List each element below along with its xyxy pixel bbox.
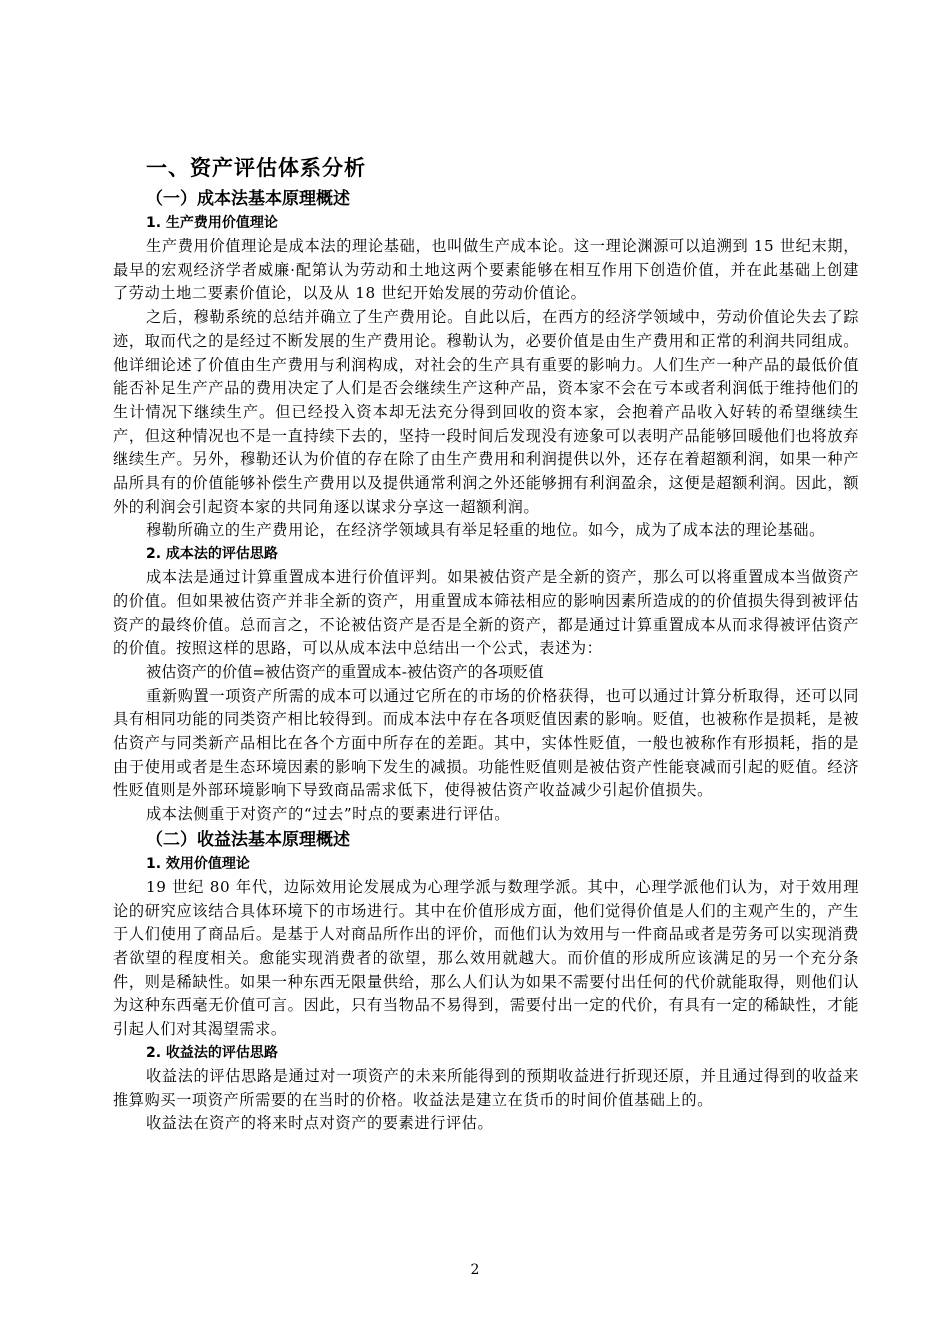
item-title-production-cost-theory: 1. 生产费用价值理论	[146, 215, 278, 231]
paragraph: 19 世纪 80 年代，边际效用论发展成为心理学派与数理学派。其中，心理学派他们认为，对于效用理论的研究应该结合具体环境下的市场进行。其中在价值形成方面，他们觉得价值是人们的主观产生的，产生于人们使用了商品后。是基于人对商品所作出的评价，而他们认为效用与一件商品或者是劳务可以实现消费者欲望的程度相关。愈能实现消费者的欲望，那么效用就越大。而价值的形成所应该满足的另一个充分条件，则是稀缺性。如果一种东西无限量供给，那么人们认为如果不需要付出任何的代价就能取得，则他们认为这种东西毫无价值可言。因此，只有当物品不易得到，需要付出一定的代价，有具有一定的稀缺性，才能引起人们对其渴望需求。	[113, 877, 859, 1039]
paragraph: 成本法侧重于对资产的“过去”时点的要素进行评估。	[146, 805, 511, 824]
item-title-utility-value-theory: 1. 效用价值理论	[146, 855, 250, 872]
paragraph: 生产费用价值理论是成本法的理论基础，也叫做生产成本论。这一理论渊源可以追溯到 15 世纪末期，最早的宏观经济学者威廉·配第认为劳动和土地这两个要素能够在相互作用下创造价值，并在此基础上创建了劳动土地二要素价值论，以及从 18 世纪开始发展的劳动价值论。	[113, 237, 859, 303]
page-number: 2	[470, 1262, 480, 1278]
item-title-cost-method-approach: 2. 成本法的评估思路	[146, 546, 278, 563]
subsection-title-income-method: （二）收益法基本原理概述	[146, 829, 350, 850]
paragraph: 之后，穆勒系统的总结并确立了生产费用论。自此以后，在西方的经济学领域中，劳动价值论失去了踪迹，取而代之的是经过不断发展的生产费用论。穆勒认为，必要价值是由生产费用和正常的利润共同组成。他详细论述了价值由生产费用与利润构成，对社会的生产具有重要的影响力。人们生产一种产品的最低价值能否补足生产产品的费用决定了人们是否会继续生产这种产品，资本家不会在亏本或者利润低于维持他们的生计情况下继续生产。但已经投入资本却无法充分得到回收的资本家，会抱着产品收入好转的希望继续生产，但这种情况也不是一直持续下去的，坚持一段时间后发现没有迹象可以表明产品能够回暖他们也将放弃继续生产。另外，穆勒还认为价值的存在除了由生产费用和利润提供以外，还存在着超额利润，如果一种产品所具有的价值能够补偿生产费用以及提供通常利润之外还能够拥有利润盈余，这便是超额利润。因此，额外的利润会引起资本家的共同角逐以谋求分享这一超额利润。	[113, 308, 859, 516]
paragraph: 收益法在资产的将来时点对资产的要素进行评估。	[146, 1114, 494, 1133]
section-title: 一、资产评估体系分析	[146, 156, 366, 180]
subsection-title-cost-method: （一）成本法基本原理概述	[146, 189, 350, 209]
formula: 被估资产的价值=被估资产的重置成本-被估资产的各项贬值	[146, 662, 544, 681]
item-title-income-method-approach: 2. 收益法的评估思路	[146, 1044, 278, 1061]
document-page	[113, 150, 859, 1136]
paragraph: 穆勒所确立的生产费用论，在经济学领域具有举足轻重的地位。如今，成为了成本法的理论基础。	[146, 521, 825, 540]
paragraph: 重新购置一项资产所需的成本可以通过它所在的市场的价格获得，也可以通过计算分析取得，还可以同具有相同功能的同类资产相比较得到。而成本法中存在各项贬值因素的影响。贬值，也被称作是损耗，是被估资产与同类新产品相比在各个方面中所存在的差距。其中，实体性贬值，一般也被称作有形损耗，指的是由于使用或者是生态环境因素的影响下发生的减损。功能性贬值则是被估资产性能衰减而引起的贬值。经济性贬值则是外部环境影响下导致商品需求低下，使得被估资产收益减少引起价值损失。	[113, 686, 859, 800]
paragraph: 收益法的评估思路是通过对一项资产的未来所能得到的预期收益进行折现还原，并且通过得到的收益来推算购买一项资产所需要的在当时的价格。收益法是建立在货币的时间价值基础上的。	[113, 1066, 859, 1109]
paragraph: 成本法是通过计算重置成本进行价值评判。如果被估资产是全新的资产，那么可以将重置成本当做资产的价值。但如果被估资产并非全新的资产，用重置成本筛祛相应的影响因素所造成的的价值损失得到被评估资产的最终价值。总而言之，不论被估资产是否是全新的资产，都是通过计算重置成本从而求得被评估资产的价值。按照这样的思路，可以从成本法中总结出一个公式，表述为：	[113, 568, 859, 658]
